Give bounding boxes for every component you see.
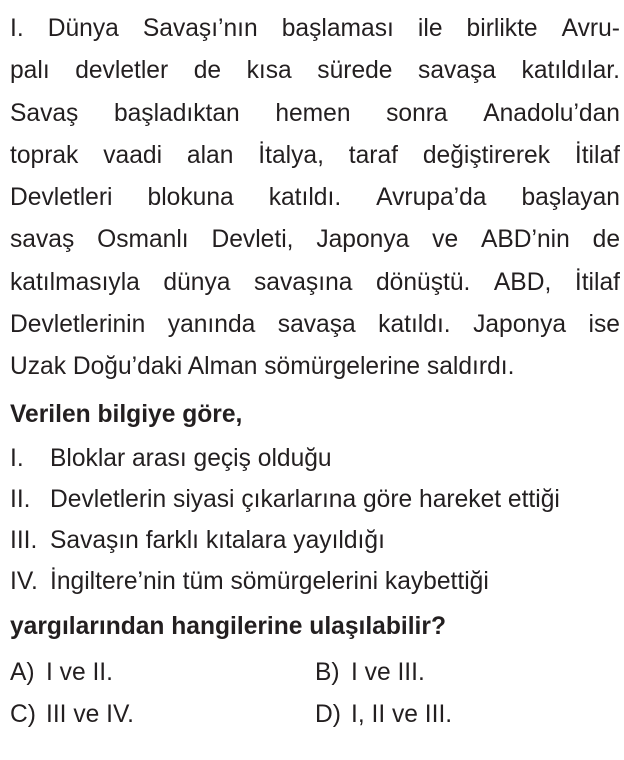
option-c[interactable]	[10, 694, 315, 736]
question-document	[10, 8, 620, 736]
option-letter: B)	[315, 658, 340, 686]
answer-options	[10, 652, 620, 736]
statement-text: Savaşın farklı kıtalara yayıldığı	[50, 526, 385, 554]
option-a[interactable]	[10, 652, 315, 694]
question-prompt: yargılarından hangilerine ulaşılabilir?	[10, 612, 446, 640]
passage-line: katılmasıyla dünya savaşına dönüştü. ABD, İtilaf	[10, 268, 620, 296]
question-stem: Verilen bilgiye göre,	[10, 400, 243, 428]
statement-item	[10, 561, 620, 602]
passage-line: toprak vaadi alan İtalya, taraf değiştirerek İtilaf	[10, 141, 620, 169]
option-text: I, II ve III.	[351, 700, 453, 728]
passage-line: I. Dünya Savaşı’nın başlaması ile birlikte Avru-	[10, 15, 620, 42]
passage-line: Uzak Doğu’daki Alman sömürgelerine saldırdı.	[10, 353, 515, 381]
statement-number: II.	[10, 485, 31, 513]
statement-text: Bloklar arası geçiş olduğu	[50, 444, 332, 472]
passage	[10, 8, 620, 389]
passage-line: palı devletler de kısa sürede savaşa katıldılar.	[10, 57, 620, 85]
option-text: I ve II.	[46, 658, 113, 686]
option-text: I ve III.	[351, 658, 425, 686]
passage-line: Devletlerinin yanında savaşa katıldı. Japonya ise	[10, 311, 620, 339]
passage-line: savaş Osmanlı Devleti, Japonya ve ABD’nin de	[10, 226, 620, 254]
statement-number: IV.	[10, 567, 38, 595]
statement-text: Devletlerin siyasi çıkarlarına göre hareket ettiği	[50, 485, 560, 513]
options-row	[10, 652, 620, 694]
statement-item	[10, 520, 620, 561]
statement-number: III.	[10, 526, 38, 554]
option-b[interactable]	[315, 652, 620, 694]
passage-line: Devletleri blokuna katıldı. Avrupa’da başlayan	[10, 184, 620, 212]
statement-item	[10, 479, 620, 520]
option-letter: D)	[315, 700, 341, 728]
option-letter: C)	[10, 700, 36, 728]
option-text: III ve IV.	[46, 700, 134, 728]
option-letter: A)	[10, 658, 35, 686]
statement-text: İngiltere’nin tüm sömürgelerini kaybettiği	[50, 567, 489, 595]
passage-line: Savaş başladıktan hemen sonra Anadolu’dan	[10, 99, 620, 127]
statement-number: I.	[10, 444, 24, 472]
option-d[interactable]	[315, 694, 620, 736]
options-row	[10, 694, 620, 736]
statement-list	[10, 438, 620, 602]
statement-item	[10, 438, 620, 479]
